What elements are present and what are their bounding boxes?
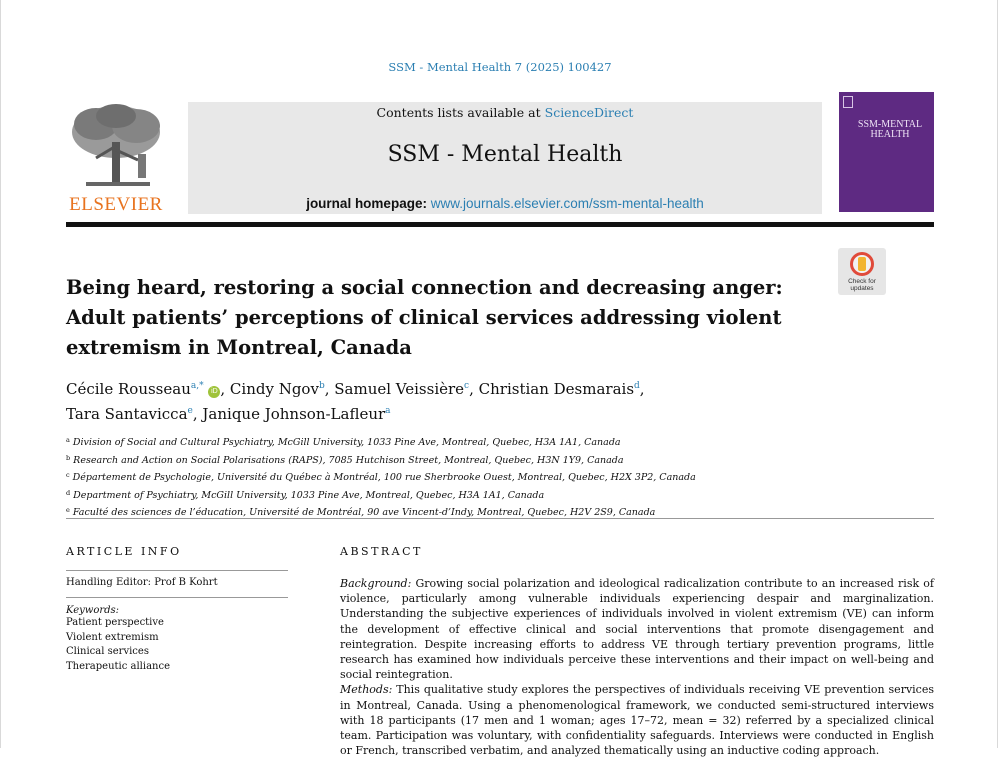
abstract-heading: ABSTRACT bbox=[340, 545, 423, 558]
cover-title: SSM-MENTAL HEALTH bbox=[857, 119, 923, 140]
author-affiliation-mark[interactable]: a,* bbox=[190, 381, 204, 391]
author-name[interactable]: Cécile Rousseau bbox=[66, 380, 191, 398]
elsevier-wordmark: ELSEVIER bbox=[69, 194, 163, 215]
article-info-heading: ARTICLE INFO bbox=[66, 545, 182, 558]
orcid-icon[interactable]: iD bbox=[208, 386, 220, 398]
author-name[interactable]: Tara Santavicca bbox=[66, 405, 188, 423]
article-title: Being heard, restoring a social connection and decreasing anger: Adult patients’ perceptions of clinical services addressing violent extremism in Montreal, Canada bbox=[66, 276, 783, 359]
header-divider bbox=[66, 222, 934, 227]
homepage-prefix: journal homepage: bbox=[306, 196, 431, 211]
affiliation-divider bbox=[66, 518, 934, 519]
abstract-body bbox=[340, 576, 934, 758]
affiliation-mark: e bbox=[66, 506, 70, 514]
affiliation-text: Research and Action on Social Polarisations (RAPS), 7085 Hutchison Street, Montreal, Quebec, H3N 1Y9, Canada bbox=[73, 454, 624, 466]
journal-homepage-link[interactable]: www.journals.elsevier.com/ssm-mental-health bbox=[430, 196, 704, 211]
author-name[interactable]: Janique Johnson-Lafleur bbox=[202, 405, 386, 423]
author-affiliation-mark[interactable]: c bbox=[464, 381, 470, 391]
affiliation-text: Département de Psychologie, Université du Québec à Montréal, 100 rue Sherbrooke Ouest, Montreal, Quebec, H2X 3P2, Canada bbox=[72, 472, 696, 483]
keywords-label: Keywords: bbox=[66, 605, 120, 616]
affiliation-mark: b bbox=[66, 453, 71, 462]
author-affiliation-mark[interactable]: d bbox=[634, 381, 640, 391]
author-affiliation-mark[interactable]: e bbox=[187, 406, 193, 416]
journal-citation-link[interactable]: SSM - Mental Health 7 (2025) 100427 bbox=[388, 60, 612, 74]
check-updates-label: Check for updates bbox=[848, 278, 876, 292]
check-for-updates-button[interactable] bbox=[838, 248, 886, 295]
keyword-item: Violent extremism bbox=[66, 631, 159, 643]
keyword-item: Patient perspective bbox=[66, 617, 164, 628]
journal-cover[interactable] bbox=[839, 92, 934, 212]
check-updates-icon bbox=[850, 252, 874, 276]
affiliation-text: Faculté des sciences de l’éducation, Université de Montréal, 90 ave Vincent-d’Indy, Montreal, Quebec, H2V 2S9, Canada bbox=[72, 507, 656, 518]
affiliation-text: Division of Social and Cultural Psychiatry, McGill University, 1033 Pine Ave, Montreal, Quebec, H3A 1A1, Canada bbox=[72, 437, 621, 448]
elsevier-tree-icon bbox=[66, 102, 166, 190]
author-name[interactable]: Christian Desmarais bbox=[478, 380, 635, 398]
journal-info-box bbox=[188, 102, 822, 214]
contents-line bbox=[188, 105, 822, 120]
affiliation-item bbox=[66, 451, 926, 469]
journal-masthead bbox=[66, 92, 934, 214]
contents-prefix: Contents lists available at bbox=[376, 105, 545, 120]
journal-title: SSM - Mental Health bbox=[387, 142, 623, 167]
background-label: Background: bbox=[340, 577, 412, 590]
homepage-line bbox=[188, 196, 822, 211]
affiliation-mark: d bbox=[66, 488, 71, 497]
affiliation-text: Department of Psychiatry, McGill University, 1033 Pine Ave, Montreal, Quebec, H3A 1A1, Canada bbox=[73, 489, 545, 501]
author-name[interactable]: Samuel Veissière bbox=[334, 380, 465, 398]
affiliation-mark: c bbox=[66, 471, 70, 479]
article-info-panel bbox=[66, 570, 288, 674]
methods-label: Methods: bbox=[340, 683, 393, 697]
author-affiliation-mark[interactable]: a bbox=[385, 406, 391, 416]
affiliation-item bbox=[66, 433, 926, 451]
methods-text: This qualitative study explores the perspectives of individuals receiving VE prevention services in Montreal, Canada. Using a phenomenological framework, we conducted semi-structured interviews with 18 participants (17 men and 1 woman; ages 17–72, mean = 32) referred by a specialized clinical team. Participation was voluntary, with confidentiality safeguards. Interviews were conducted in English or French, transcribed verbatim, and analyzed thematically using an inductive coding approach. bbox=[340, 683, 934, 758]
keyword-item: Therapeutic alliance bbox=[66, 660, 171, 672]
author-name[interactable]: Cindy Ngov bbox=[229, 380, 319, 398]
author-affiliation-mark[interactable]: b bbox=[318, 381, 325, 391]
cover-logo-icon bbox=[843, 96, 853, 108]
affiliation-list bbox=[66, 433, 926, 521]
affiliation-item bbox=[66, 468, 926, 486]
keyword-item: Clinical services bbox=[66, 646, 149, 657]
affiliation-item bbox=[66, 486, 926, 504]
affiliation-mark: a bbox=[66, 436, 70, 444]
author-list: Cécile Rousseau$^{a,*}$ iD , Cindy Ngov$^b$, Samuel Veissière$^c$, Christian Desmarais$^d$, Tara Santavicca$^e$, Janique Johnson-Lafleur$^a$ bbox=[66, 380, 645, 423]
elsevier-logo[interactable] bbox=[66, 102, 166, 214]
handling-editor: Handling Editor: Prof B Kohrt bbox=[66, 577, 218, 588]
sciencedirect-link[interactable]: ScienceDirect bbox=[544, 105, 634, 120]
background-text: Growing social polarization and ideological radicalization contribute to an increased risk of violence, particularly among vulnerable individuals experiencing despair and marginalization. Understanding the subjective experiences of individuals involved in violent extremism (VE) can inform the development of effective clinical and social interventions that promote disengagement and reintegration. Despite increasing efforts to address VE through tertiary prevention programs, little research has examined how individuals perceive these interventions and their impact on well-being and social reintegration. bbox=[340, 577, 934, 682]
